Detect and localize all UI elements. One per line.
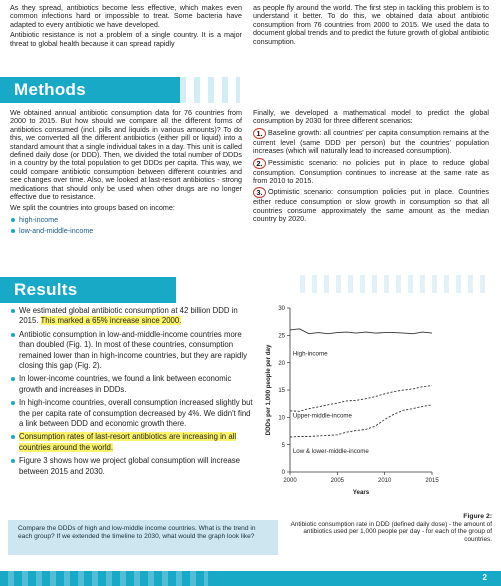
- result-item: [10, 330, 255, 372]
- x-axis-label: Years: [352, 489, 370, 496]
- scenario-number-circle: 2.: [253, 158, 266, 169]
- methods-right-column: [253, 109, 489, 224]
- figure-caption-title: Figure 2:: [463, 513, 492, 520]
- bullet-icon: [11, 333, 15, 337]
- results-heading-band: [0, 277, 176, 303]
- y-axis-label: DDDs per 1,000 people per day: [265, 344, 272, 436]
- figure-caption: [290, 513, 492, 543]
- methods-paragraph: We obtained annual antibiotic consumption data for 76 countries from 2000 to 2015. But how should we compare all the different forms of antibiotics consumed (incl. pills and liquids in various amounts)? To do this, we converted all the different antibiotics (either pill or liquid) into a standard amount that a single individual takes in a day. This unit is called defined daily dose (or DDD). Then, we divided the total number of DDDs in a country by the total population to get DDDs per capita. This way, we could compare antibiotic consumption between different countries and see changes over time. Also, we looked at last-resort antibiotics - strong medications that should only be used when other drugs are no longer effective due to resistance.: [10, 108, 242, 202]
- result-highlight: This marked a 65% increase since 2000.: [40, 316, 182, 326]
- page-number: 2: [482, 573, 487, 582]
- series-label: High-income: [292, 350, 328, 358]
- income-group-label: low-and-middle-income: [19, 226, 94, 236]
- intro-left-column: [10, 4, 242, 48]
- methods-paragraph: We split the countries into groups based on income:: [10, 203, 175, 213]
- income-group-item: [10, 216, 242, 224]
- scenario-number-circle: 1.: [253, 128, 266, 139]
- bullet-icon: [11, 309, 15, 313]
- scenario-item: [253, 128, 489, 156]
- results-list: [10, 306, 255, 480]
- result-item: [10, 374, 255, 395]
- methods-band-decoration: [180, 77, 240, 103]
- y-tick-label: 15: [278, 388, 285, 395]
- bullet-icon: [11, 459, 15, 463]
- result-text: Figure 3 shows how we project global consumption will increase between 2015 and 2030.: [19, 456, 241, 476]
- y-tick-label: 0: [281, 470, 285, 477]
- methods-paragraph: Finally, we developed a mathematical model to predict the global consumption by 2030 for three different scenarios:: [253, 108, 489, 126]
- consumption-line-chart: [256, 300, 492, 510]
- scenario-number-circle: 3.: [253, 187, 266, 198]
- result-text: In lower-income countries, we found a link between economic growth and increases in DDDs.: [19, 374, 232, 394]
- y-tick-label: 20: [278, 360, 285, 367]
- figure-caption-body: Antibiotic consumption rate in DDD (defined daily dose) - the amount of antibiotics used per 1,000 people per day - for each of the group of countries.: [290, 520, 492, 543]
- intro-right-column: [253, 4, 489, 46]
- methods-left-column: [10, 109, 242, 236]
- scenario-item: [253, 158, 489, 186]
- bullet-icon: [11, 218, 15, 222]
- y-tick-label: 5: [281, 442, 285, 449]
- bullet-icon: [11, 229, 15, 233]
- series-line-low-lower-middle-income: [290, 405, 432, 437]
- result-highlight: Consumption rates of last-resort antibiotics are increasing in all countries around the world.: [19, 432, 237, 452]
- x-tick-label: 2005: [330, 478, 345, 484]
- methods-heading: Methods: [14, 80, 86, 99]
- result-text: In high-income countries, overall consumption increased slightly but the per capita rate of consumption decreased by 4%. We didn't find a link between DDD and economic growth there.: [19, 398, 253, 429]
- y-tick-label: 30: [278, 306, 285, 313]
- scenario-text: Baseline growth: all countries' per capita consumption remains at the current level (same DDD per person) but the countries' population increases (which will naturally lead to increased consumption).: [253, 127, 489, 156]
- bullet-icon: [11, 401, 15, 405]
- question-box: Compare the DDDs of high and low-middle income countries. What is the trend in each group? If we extended the timeline to 2030, what would the graph look like?: [8, 520, 278, 555]
- series-line-upper-middle-income: [290, 386, 432, 412]
- result-item: [10, 456, 255, 477]
- y-tick-label: 25: [278, 333, 285, 340]
- bullet-icon: [11, 377, 15, 381]
- x-tick-label: 2010: [377, 478, 392, 484]
- series-label: Low & lower-middle-income: [292, 447, 369, 455]
- result-item: [10, 398, 255, 429]
- y-tick-label: 10: [278, 415, 285, 422]
- bullet-icon: [11, 435, 15, 439]
- series-line-high-income: [290, 329, 432, 334]
- footer-decoration: [8, 571, 208, 586]
- result-item: [10, 306, 255, 327]
- intro-paragraph: Antibiotic resistance is not a problem of a single country. It is a major threat to global health because it can spread rapidly: [10, 30, 242, 48]
- x-tick-label: 2015: [425, 478, 439, 484]
- scenario-text: Pessimistic scenario: no policies put in place to reduce global consumption. Consumption continues to increase at the same rate as from 2010 to 2015.: [253, 157, 489, 186]
- results-heading: Results: [14, 280, 78, 299]
- result-text: Antibiotic consumption in low-and-middle-income countries more than doubled (Fig. 1). In most of these countries, consumption remained lower than in high-income countries, but they are rapidly closing this gap (Fig. 2).: [19, 329, 247, 371]
- intro-paragraph: as people fly around the world. The first step in tackling this problem is to understand it better. To do this, we obtained data about antibiotic consumption from 76 countries from 2000 to 2015. We used the data to document global trends and to predict the future growth of global antibiotic consumption.: [253, 3, 489, 46]
- income-group-label: high-income: [19, 214, 59, 224]
- x-tick-label: 2000: [283, 478, 297, 484]
- footer-bar: [0, 571, 501, 586]
- scenario-text: Optimistic scenario: consumption policies put in place. Countries either reduce consumption or slow growth in consumption so that all countries consume approximately the same amount as the median country by 2020.: [253, 187, 489, 224]
- methods-heading-band: [0, 77, 180, 103]
- income-group-item: [10, 227, 242, 235]
- result-item: [10, 432, 255, 453]
- scenario-item: [253, 187, 489, 223]
- result-text: We estimated global antibiotic consumption at 42 billion DDD in 2015.: [19, 306, 238, 326]
- chart-decoration-stripes: [300, 275, 490, 293]
- series-label: Upper-middle-income: [292, 412, 352, 420]
- intro-paragraph: As they spread, antibiotics become less effective, which makes even common infections hard or impossible to treat. Some bacteria have adapted to every antibiotic we have developed.: [10, 3, 242, 29]
